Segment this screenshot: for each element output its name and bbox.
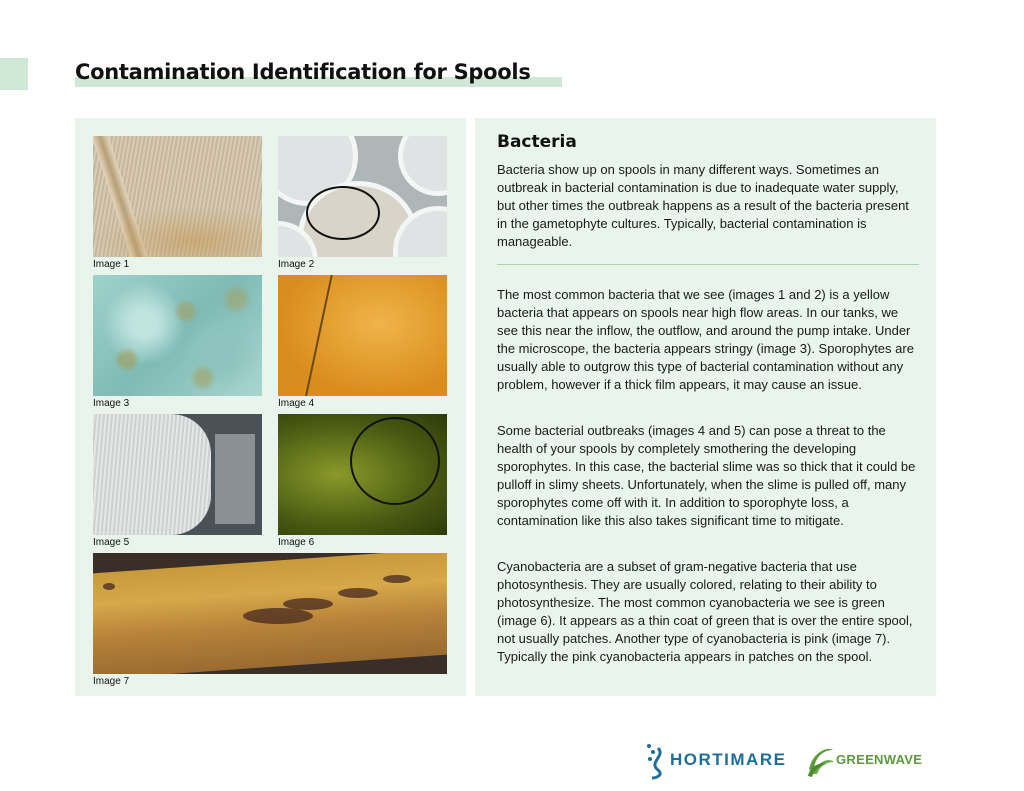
divider bbox=[497, 264, 919, 265]
paragraph-intro: Bacteria show up on spools in many different ways. Sometimes an outbreak in bacterial contamination is due to inadequate water supply, but other times the outbreak happens as a result of the bacteria present in the gametophyte cultures. Typically, bacterial contamination is manageable. bbox=[497, 162, 909, 249]
photo-image-3 bbox=[93, 275, 262, 396]
caption-image-1: Image 1 bbox=[93, 259, 130, 270]
greenwave-logo-text: GREENWAVE bbox=[836, 752, 923, 767]
greenwave-icon bbox=[806, 740, 836, 782]
caption-image-3: Image 3 bbox=[93, 398, 130, 409]
photo-detail bbox=[93, 275, 262, 396]
page-tab-marker bbox=[0, 58, 28, 90]
photo-detail bbox=[93, 414, 211, 535]
photo-detail bbox=[398, 136, 447, 196]
paragraph-cyanobacteria: Cyanobacteria are a subset of gram-negative bacteria that use photosynthesis. They are usually colored, relating to their ability to photosynthesize. The most common cyanobacteria we see is green (image 6). It appears as a thin coat of green that is over the entire spool, not usually patches. Another type of cyanobacteria is pink (image 7). Typically the pink cyanobacteria appears in patches on the spool. bbox=[497, 559, 913, 664]
photo-image-4 bbox=[278, 275, 447, 396]
photo-detail bbox=[283, 598, 333, 610]
caption-image-2: Image 2 bbox=[278, 259, 315, 270]
hortimare-logo bbox=[644, 740, 787, 782]
photo-detail bbox=[103, 583, 115, 590]
title-block bbox=[75, 60, 531, 84]
greenwave-logo bbox=[806, 740, 921, 782]
hortimare-logo-text: HORTIMARE bbox=[670, 750, 787, 769]
photo-detail bbox=[93, 206, 262, 257]
photo-image-7 bbox=[93, 553, 447, 674]
photo-image-1 bbox=[93, 136, 262, 257]
caption-image-6: Image 6 bbox=[278, 537, 315, 548]
photo-detail bbox=[215, 434, 255, 524]
highlight-circle bbox=[306, 186, 380, 240]
section-heading: Bacteria bbox=[497, 132, 577, 152]
photo-detail bbox=[243, 608, 313, 624]
caption-image-4: Image 4 bbox=[278, 398, 315, 409]
hortimare-icon bbox=[644, 740, 668, 782]
caption-image-7: Image 7 bbox=[93, 676, 130, 687]
photo-detail bbox=[303, 275, 334, 396]
page-title: Contamination Identification for Spools bbox=[75, 60, 531, 84]
paragraph-bacterial-outbreaks: Some bacterial outbreaks (images 4 and 5) can pose a threat to the health of your spools by completely smothering the developing sporophytes. In this case, the bacterial slime was so thick that it could be pulloff in slimy sheets. Unfortunately, when the slime is pulled off, many sporophytes come off with it. In addition to sporophyte loss, a contamination like this also takes significant time to mitigate. bbox=[497, 423, 916, 528]
caption-image-5: Image 5 bbox=[93, 537, 130, 548]
paragraph-common-bacteria: The most common bacteria that we see (images 1 and 2) is a yellow bacteria that appears on spools near high flow areas. In our tanks, we see this near the inflow, the outflow, and around the pump intake. Under the microscope, the bacteria appears stringy (image 3). Sporophytes are usually able to outgrow this type of bacterial contamination without any problem, however if a thick film appears, it may cause an issue. bbox=[497, 287, 914, 392]
photo-detail bbox=[383, 575, 411, 583]
photo-image-5 bbox=[93, 414, 262, 535]
photo-detail bbox=[338, 588, 378, 598]
highlight-circle bbox=[350, 417, 440, 505]
